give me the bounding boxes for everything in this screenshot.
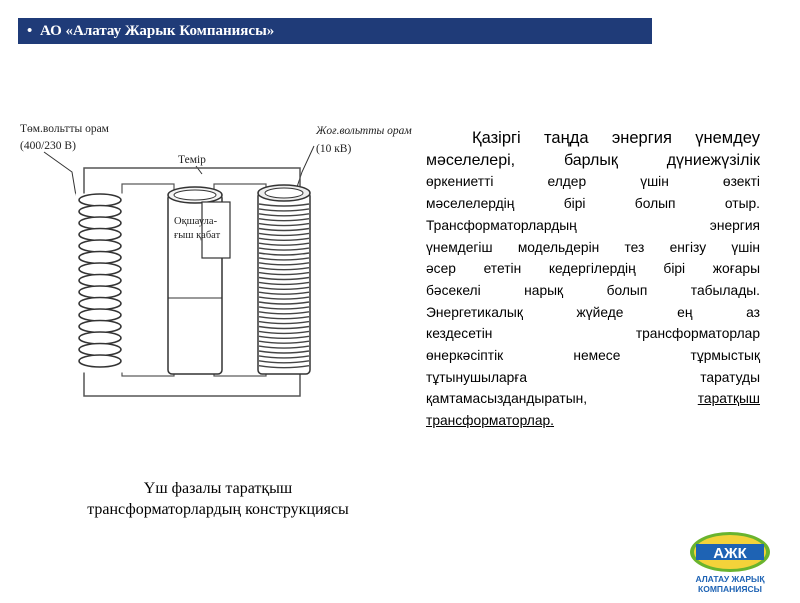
body-line: Қазіргі таңда энергия үнемдеу	[472, 129, 760, 147]
logo-line-2: КОМПАНИЯСЫ	[698, 584, 762, 594]
low-voltage-coil	[76, 194, 124, 372]
body-line-last	[426, 410, 760, 432]
logo-abbr: АЖК	[713, 545, 747, 562]
high-voltage-coil	[258, 185, 310, 374]
coil-turn	[79, 298, 121, 310]
high-voltage-label-1: Жоғ.вольтты орам	[316, 125, 412, 137]
transformer-diagram	[14, 112, 424, 412]
body-line-mixed	[426, 388, 760, 410]
coil-turn	[79, 206, 121, 218]
logo-line-1: АЛАТАУ ЖАРЫҚ	[695, 574, 765, 584]
body-line: өркениетті елдер үшін өзекті	[426, 174, 760, 190]
underlined-term-2: трансформаторлар	[426, 413, 551, 429]
underlined-term-1: таратқыш	[697, 391, 760, 407]
body-line: өнеркәсіптік немесе тұрмыстық	[426, 348, 760, 364]
body-line: мәселелері, барлық дүниежүзілік	[426, 151, 760, 169]
insulation-cylinder	[168, 187, 230, 374]
body-line: мәселелердің бірі болып отыр.	[426, 196, 760, 212]
caption-line-2: трансформаторлардың конструкциясы	[87, 501, 349, 518]
body-line: әсер ететін кедергілердің бірі жоғары	[426, 261, 760, 277]
core-window-left	[122, 184, 174, 376]
insulation-label-2: ғыш қабат	[174, 230, 221, 241]
coil-turn	[79, 355, 121, 367]
diagram-caption	[28, 478, 408, 520]
body-line-text: қамтамасыздандыратын,	[426, 391, 588, 407]
coil-turn	[79, 263, 121, 275]
end-punctuation: .	[550, 413, 555, 429]
body-line: тұтынушыларға таратуды	[426, 369, 760, 385]
insulation-label-1: Оқшаула-	[174, 216, 218, 227]
core-label: Темір	[178, 154, 206, 166]
coil-turn	[79, 344, 121, 356]
high-voltage-label-2: (10 кВ)	[316, 143, 352, 155]
body-line: бәсекелі нарық болып табылады.	[426, 282, 760, 298]
coil-turn	[79, 252, 121, 264]
coil-turn	[79, 194, 121, 206]
slide-title: АО «Алатау Жарык Компаниясы»	[40, 23, 275, 39]
low-voltage-label-2: (400/230 В)	[20, 140, 76, 152]
body-line: Трансформаторлардың энергия	[426, 217, 760, 233]
coil-turn	[79, 217, 121, 229]
bullet-icon: •	[27, 23, 33, 39]
body-line: Энергетикалық жүйеде ең аз	[426, 304, 760, 320]
coil-turn	[79, 332, 121, 344]
body-line: кездесетін трансформаторлар	[426, 326, 760, 342]
coil-turn	[79, 309, 121, 321]
coil-turn	[79, 240, 121, 252]
coil-turn	[79, 229, 121, 241]
body-paragraph	[426, 128, 760, 432]
coil-turn	[79, 275, 121, 287]
body-line: үнемдегіш модельдерін тез енгізу үшін	[426, 239, 760, 255]
low-voltage-label-1: Төм.вольтты орам	[20, 123, 109, 135]
company-logo	[676, 530, 786, 598]
coil-turn	[79, 286, 121, 298]
coil-turn	[79, 321, 121, 333]
slide-title-bar	[18, 18, 652, 44]
caption-line-1: Үш фазалы таратқыш	[143, 480, 293, 497]
